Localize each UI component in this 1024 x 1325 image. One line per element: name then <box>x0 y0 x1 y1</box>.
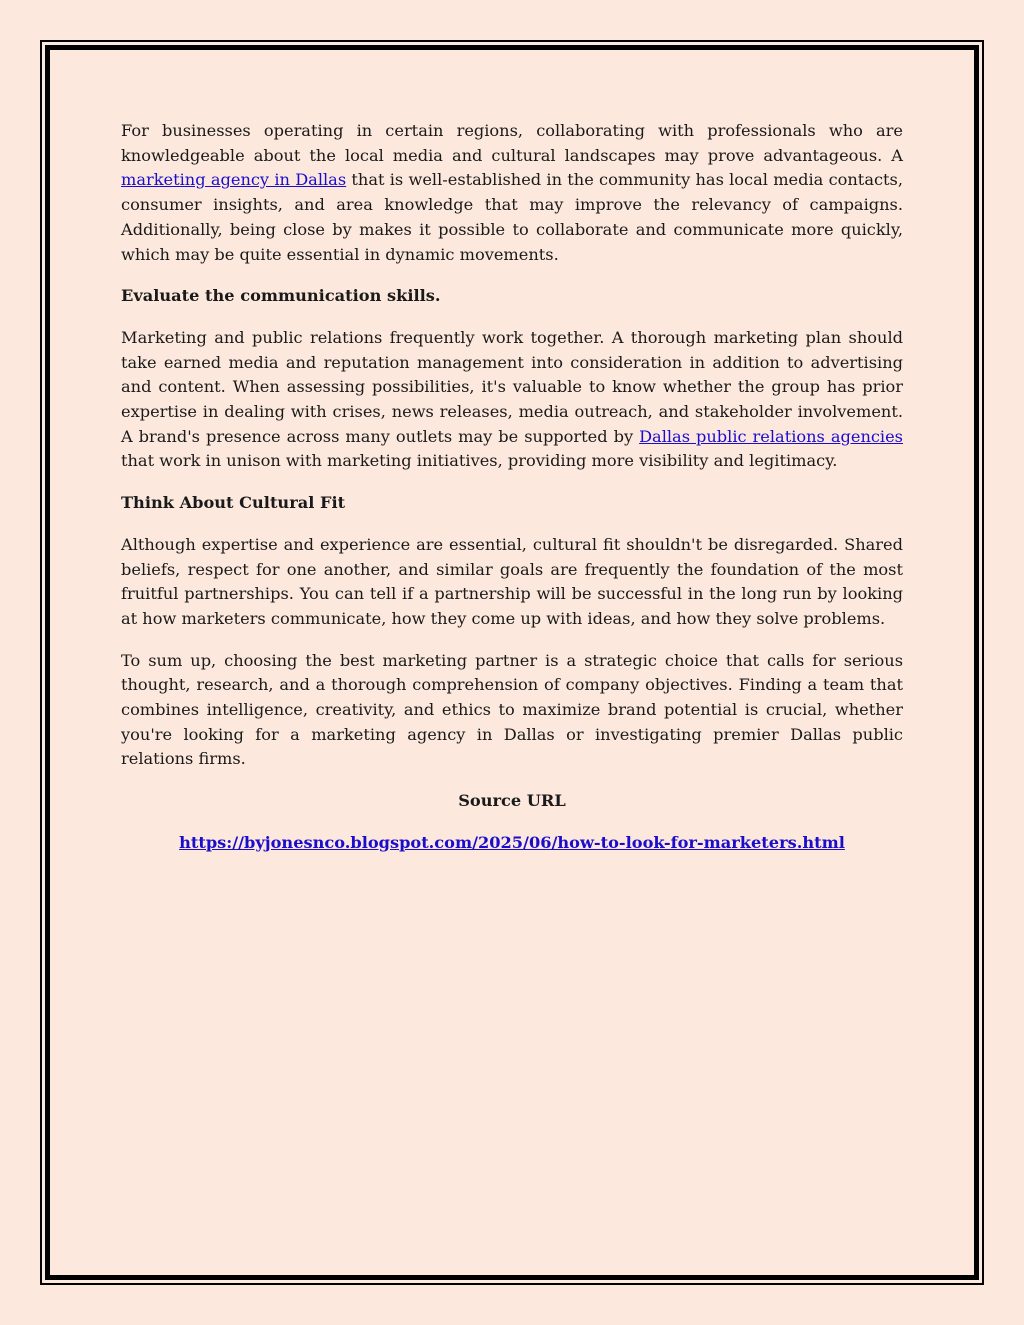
paragraph-local-expertise <box>121 119 903 267</box>
paragraph-text: For businesses operating in certain regions, collaborating with professionals who are knowledgeable about the local media and cultural landscapes may prove advantageous. A <box>121 121 903 165</box>
paragraph-text: Marketing and public relations frequently work together. A thorough marketing plan should take earned media and reputation management into consideration in addition to advertising and content. When assessing possibilities, it's valuable to know whether the group has prior expertise in dealing with crises, news releases, media outreach, and stakeholder involvement. A brand's presence across many outlets may be supported by <box>121 327 903 446</box>
heading-communication-skills: Evaluate the communication skills. <box>121 286 441 306</box>
source-label: Source URL <box>458 791 566 811</box>
paragraph-public-relations <box>121 326 903 474</box>
heading-cultural-fit: Think About Cultural Fit <box>121 493 346 513</box>
paragraph-text: that is well-established in the community has local media contacts, consumer insights, and area knowledge that may improve the relevancy of campaigns. Additionally, being close by makes it possible to collaborate and communicate more quickly, which may be quite essential in dynamic movements. <box>121 170 903 264</box>
source-url-link[interactable]: https://byjonesnco.blogspot.com/2025/06/how-to-look-for-marketers.html <box>179 832 845 852</box>
marketing-agency-link[interactable]: marketing agency in Dallas <box>121 170 347 190</box>
pr-agencies-link[interactable]: Dallas public relations agencies <box>639 426 903 446</box>
document-body <box>121 119 903 873</box>
source-url-line <box>121 831 903 856</box>
paragraph-summary: To sum up, choosing the best marketing partner is a strategic choice that calls for serious thought, research, and a thorough comprehension of company objectives. Finding a team that combines intelligence, creativity, and ethics to maximize brand potential is crucial, whether you're looking for a marketing agency in Dallas or investigating premier Dallas public relations firms. <box>121 650 903 769</box>
paragraph-cultural-fit: Although expertise and experience are essential, cultural fit shouldn't be disregarded. Shared beliefs, respect for one another, and similar goals are frequently the foundation of the most fruitful partnerships. You can tell if a partnership will be successful in the long run by looking at how marketers communicate, how they come up with ideas, and how they solve problems. <box>121 534 903 628</box>
paragraph-text: that work in unison with marketing initiatives, providing more visibility and legitimacy. <box>121 451 838 471</box>
